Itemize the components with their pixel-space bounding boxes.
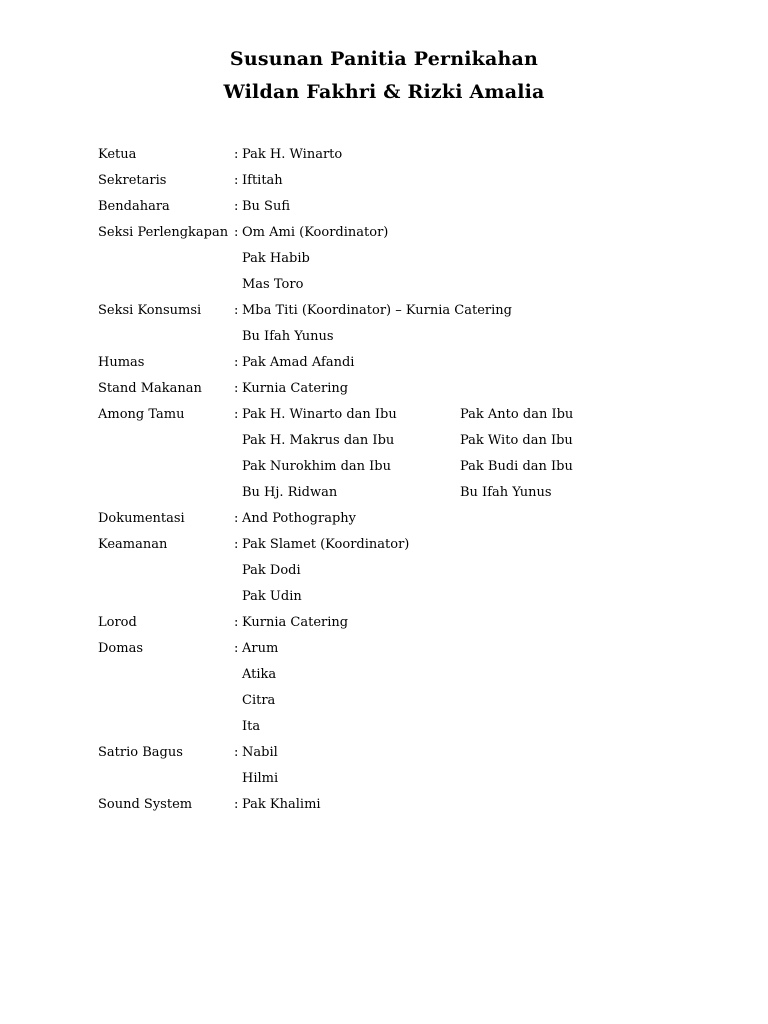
colon-separator: : <box>234 407 239 422</box>
member-name: Pak Nurokhim dan Ibu <box>242 459 391 474</box>
roster-row <box>98 639 698 665</box>
colon-separator: : <box>234 641 239 656</box>
colon-separator: : <box>234 745 239 760</box>
member-name: Pak Slamet (Koordinator) <box>242 537 410 552</box>
roster-row <box>98 717 698 743</box>
role-label: Lorod <box>98 615 137 630</box>
roster-entry <box>98 613 698 639</box>
colon-separator: : <box>234 173 239 188</box>
member-name: Bu Hj. Ridwan <box>242 485 338 500</box>
roster-entry <box>98 639 698 743</box>
roster-entry <box>98 379 698 405</box>
colon-separator: : <box>234 511 239 526</box>
member-name: Pak Khalimi <box>242 797 321 812</box>
roster-entry <box>98 171 698 197</box>
roster-row <box>98 457 698 483</box>
role-label: Dokumentasi <box>98 511 185 526</box>
member-name: Pak Udin <box>242 589 302 604</box>
member-name: Pak H. Makrus dan Ibu <box>242 433 395 448</box>
member-name: Pak Amad Afandi <box>242 355 355 370</box>
member-name: And Pothography <box>242 511 357 526</box>
roster-row <box>98 691 698 717</box>
roster-row <box>98 587 698 613</box>
member-name: Kurnia Catering <box>242 381 349 396</box>
roster-row <box>98 249 698 275</box>
member-name: Mas Toro <box>242 277 304 292</box>
roster-row <box>98 535 698 561</box>
member-name: Pak Habib <box>242 251 310 266</box>
roster-row <box>98 353 698 379</box>
role-label: Satrio Bagus <box>98 745 183 760</box>
roster-entry <box>98 405 698 509</box>
member-name: Citra <box>242 693 276 708</box>
colon-separator: : <box>234 615 239 630</box>
document-title: Susunan Panitia Pernikahan <box>229 48 539 70</box>
roster-entry <box>98 223 698 301</box>
roster-entry <box>98 145 698 171</box>
roster-row <box>98 405 698 431</box>
roster-entry <box>98 795 698 821</box>
roster-entry <box>98 197 698 223</box>
roster-row <box>98 743 698 769</box>
role-label: Seksi Konsumsi <box>98 303 202 318</box>
member-name: Om Ami (Koordinator) <box>242 225 389 240</box>
roster-row <box>98 561 698 587</box>
role-label: Sekretaris <box>98 173 167 188</box>
colon-separator: : <box>234 199 239 214</box>
colon-separator: : <box>234 537 239 552</box>
member-name: Kurnia Catering <box>242 615 349 630</box>
colon-separator: : <box>234 381 239 396</box>
roster-row <box>98 431 698 457</box>
roster-row <box>98 795 698 821</box>
member-name: Bu Sufi <box>242 199 291 214</box>
roster-row <box>98 301 698 327</box>
roster-row <box>98 379 698 405</box>
member-name: Hilmi <box>242 771 279 786</box>
roster-row <box>98 145 698 171</box>
roster-entry <box>98 301 698 353</box>
colon-separator: : <box>234 147 239 162</box>
roster-row <box>98 197 698 223</box>
roster-row <box>98 483 698 509</box>
roster-row <box>98 613 698 639</box>
roster-row <box>98 665 698 691</box>
role-label: Among Tamu <box>98 407 185 422</box>
roster-row <box>98 327 698 353</box>
colon-separator: : <box>234 355 239 370</box>
roster-row <box>98 223 698 249</box>
role-label: Ketua <box>98 147 137 162</box>
member-name: Arum <box>242 641 279 656</box>
colon-separator: : <box>234 225 239 240</box>
member-name: Pak Dodi <box>242 563 301 578</box>
colon-separator: : <box>234 797 239 812</box>
member-name: Bu Ifah Yunus <box>460 485 552 500</box>
role-label: Humas <box>98 355 145 370</box>
member-name: Nabil <box>242 745 278 760</box>
member-name: Ita <box>242 719 261 734</box>
role-label: Keamanan <box>98 537 168 552</box>
role-label: Sound System <box>98 797 193 812</box>
colon-separator: : <box>234 303 239 318</box>
role-label: Bendahara <box>98 199 170 214</box>
role-label: Stand Makanan <box>98 381 202 396</box>
member-name: Pak Budi dan Ibu <box>460 459 573 474</box>
roster-row <box>98 769 698 795</box>
document-subtitle: Wildan Fakhri & Rizki Amalia <box>223 81 545 103</box>
member-name: Pak H. Winarto <box>242 147 343 162</box>
roster-entry <box>98 353 698 379</box>
member-name: Atika <box>242 667 277 682</box>
roster-row <box>98 171 698 197</box>
role-label: Seksi Perlengkapan <box>98 225 229 240</box>
committee-roster <box>98 145 698 821</box>
member-name: Mba Titi (Koordinator) – Kurnia Catering <box>242 303 512 318</box>
roster-entry <box>98 509 698 535</box>
roster-row <box>98 275 698 301</box>
roster-entry <box>98 743 698 795</box>
member-name: Bu Ifah Yunus <box>242 329 334 344</box>
member-name: Pak Wito dan Ibu <box>460 433 573 448</box>
role-label: Domas <box>98 641 143 656</box>
member-name: Pak H. Winarto dan Ibu <box>242 407 397 422</box>
member-name: Iftitah <box>242 173 283 188</box>
member-name: Pak Anto dan Ibu <box>460 407 574 422</box>
roster-row <box>98 509 698 535</box>
roster-entry <box>98 535 698 613</box>
